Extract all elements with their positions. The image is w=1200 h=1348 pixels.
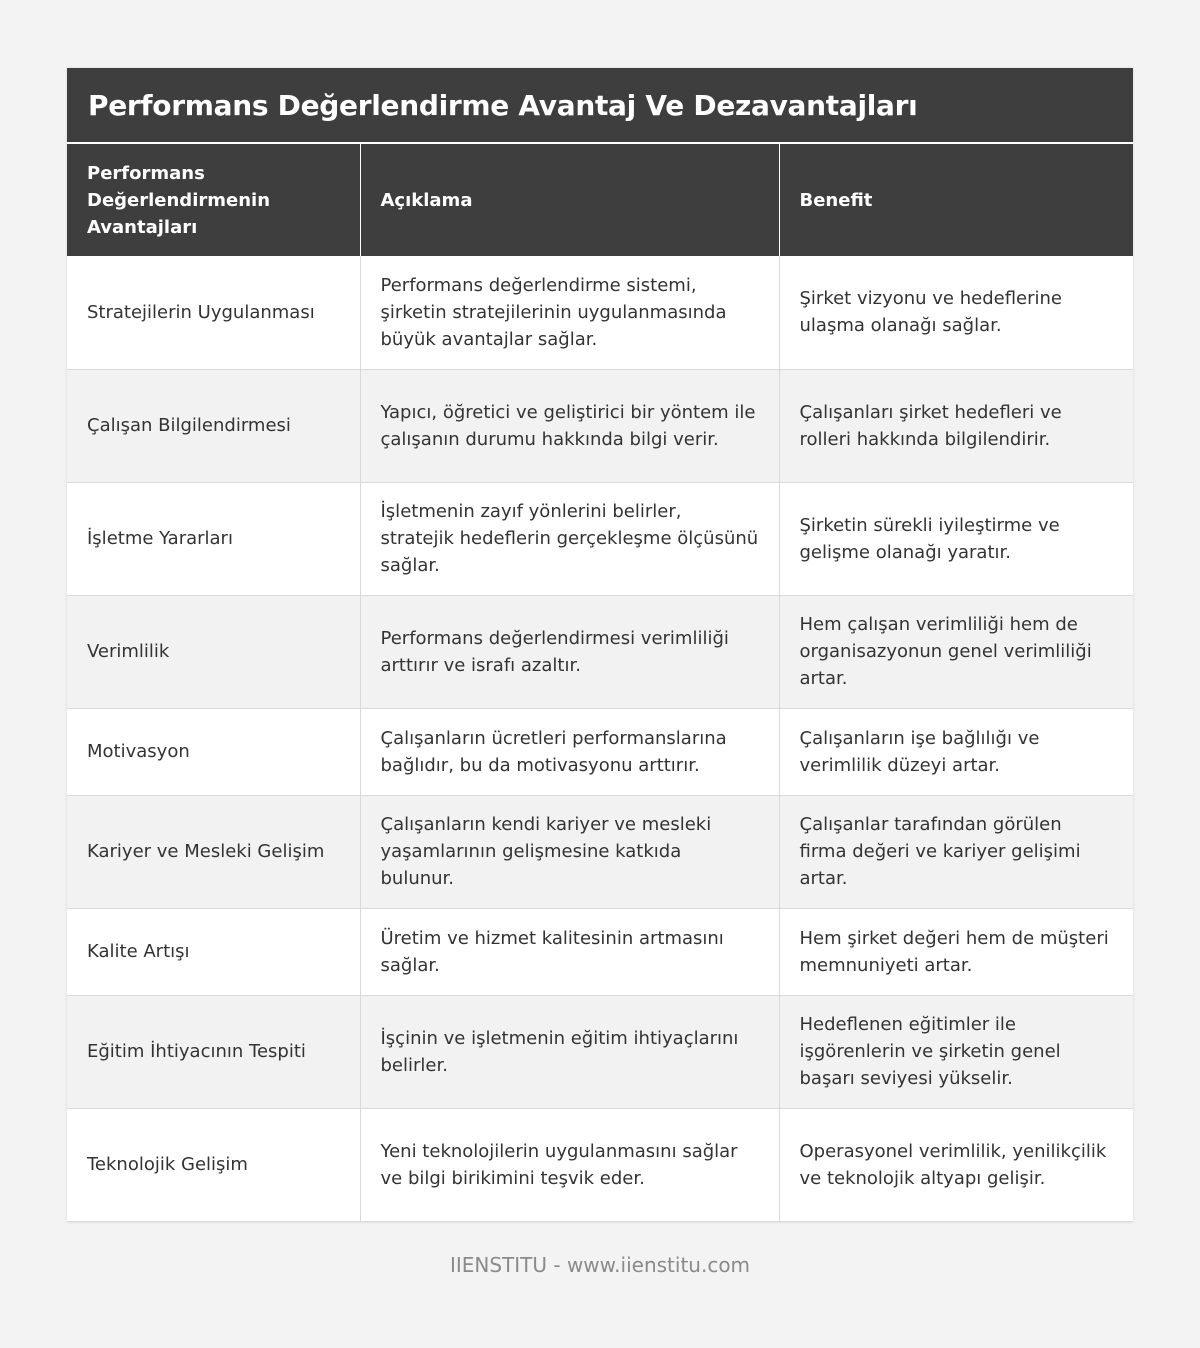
table-row	[67, 595, 1133, 708]
table-card	[67, 68, 1133, 1222]
cell-description: İşçinin ve işletmenin eğitim ihtiyaçlarını belirler.	[360, 995, 779, 1108]
advantages-table	[67, 144, 1133, 1222]
table-title: Performans Değerlendirme Avantaj Ve Dezavantajları	[67, 68, 1133, 144]
cell-advantage: Eğitim İhtiyacının Tespiti	[67, 995, 360, 1108]
cell-advantage: Stratejilerin Uygulanması	[67, 256, 360, 369]
cell-advantage: Kalite Artışı	[67, 908, 360, 995]
cell-description: Çalışanların ücretleri performanslarına bağlıdır, bu da motivasyonu arttırır.	[360, 708, 779, 795]
cell-advantage: Teknolojik Gelişim	[67, 1108, 360, 1221]
cell-benefit: Şirketin sürekli iyileştirme ve gelişme olanağı yaratır.	[779, 482, 1133, 595]
cell-advantage: Kariyer ve Mesleki Gelişim	[67, 795, 360, 908]
cell-advantage: Motivasyon	[67, 708, 360, 795]
cell-benefit: Hem çalışan verimliliği hem de organisazyonun genel verimliliği artar.	[779, 595, 1133, 708]
cell-benefit: Çalışanların işe bağlılığı ve verimlilik düzeyi artar.	[779, 708, 1133, 795]
table-row	[67, 795, 1133, 908]
table-row	[67, 708, 1133, 795]
table-row	[67, 995, 1133, 1108]
cell-benefit: Hem şirket değeri hem de müşteri memnuniyeti artar.	[779, 908, 1133, 995]
cell-description: Yeni teknolojilerin uygulanmasını sağlar ve bilgi birikimini teşvik eder.	[360, 1108, 779, 1221]
cell-description: Üretim ve hizmet kalitesinin artmasını sağlar.	[360, 908, 779, 995]
cell-benefit: Hedeflenen eğitimler ile işgörenlerin ve şirketin genel başarı seviyesi yükselir.	[779, 995, 1133, 1108]
table-row	[67, 482, 1133, 595]
cell-advantage: Çalışan Bilgilendirmesi	[67, 369, 360, 482]
cell-advantage: İşletme Yararları	[67, 482, 360, 595]
cell-advantage: Verimlilik	[67, 595, 360, 708]
table-header-row	[67, 144, 1133, 256]
table-row	[67, 1108, 1133, 1221]
column-header-advantage: Performans Değerlendirmenin Avantajları	[67, 144, 360, 256]
cell-benefit: Çalışanlar tarafından görülen firma değeri ve kariyer gelişimi artar.	[779, 795, 1133, 908]
cell-description: Performans değerlendirme sistemi, şirketin stratejilerinin uygulanmasında büyük avantajlar sağlar.	[360, 256, 779, 369]
cell-description: İşletmenin zayıf yönlerini belirler, stratejik hedeflerin gerçekleşme ölçüsünü sağlar.	[360, 482, 779, 595]
table-row	[67, 908, 1133, 995]
column-header-benefit: Benefit	[779, 144, 1133, 256]
cell-description: Performans değerlendirmesi verimliliği arttırır ve israfı azaltır.	[360, 595, 779, 708]
cell-benefit: Operasyonel verimlilik, yenilikçilik ve teknolojik altyapı gelişir.	[779, 1108, 1133, 1221]
column-header-description: Açıklama	[360, 144, 779, 256]
table-row	[67, 256, 1133, 369]
cell-benefit: Çalışanları şirket hedefleri ve rolleri hakkında bilgilendirir.	[779, 369, 1133, 482]
cell-benefit: Şirket vizyonu ve hedeflerine ulaşma olanağı sağlar.	[779, 256, 1133, 369]
cell-description: Çalışanların kendi kariyer ve mesleki yaşamlarının gelişmesine katkıda bulunur.	[360, 795, 779, 908]
footer-credit: IIENSTITU - www.iienstitu.com	[449, 1253, 751, 1277]
cell-description: Yapıcı, öğretici ve geliştirici bir yöntem ile çalışanın durumu hakkında bilgi verir.	[360, 369, 779, 482]
table-row	[67, 369, 1133, 482]
